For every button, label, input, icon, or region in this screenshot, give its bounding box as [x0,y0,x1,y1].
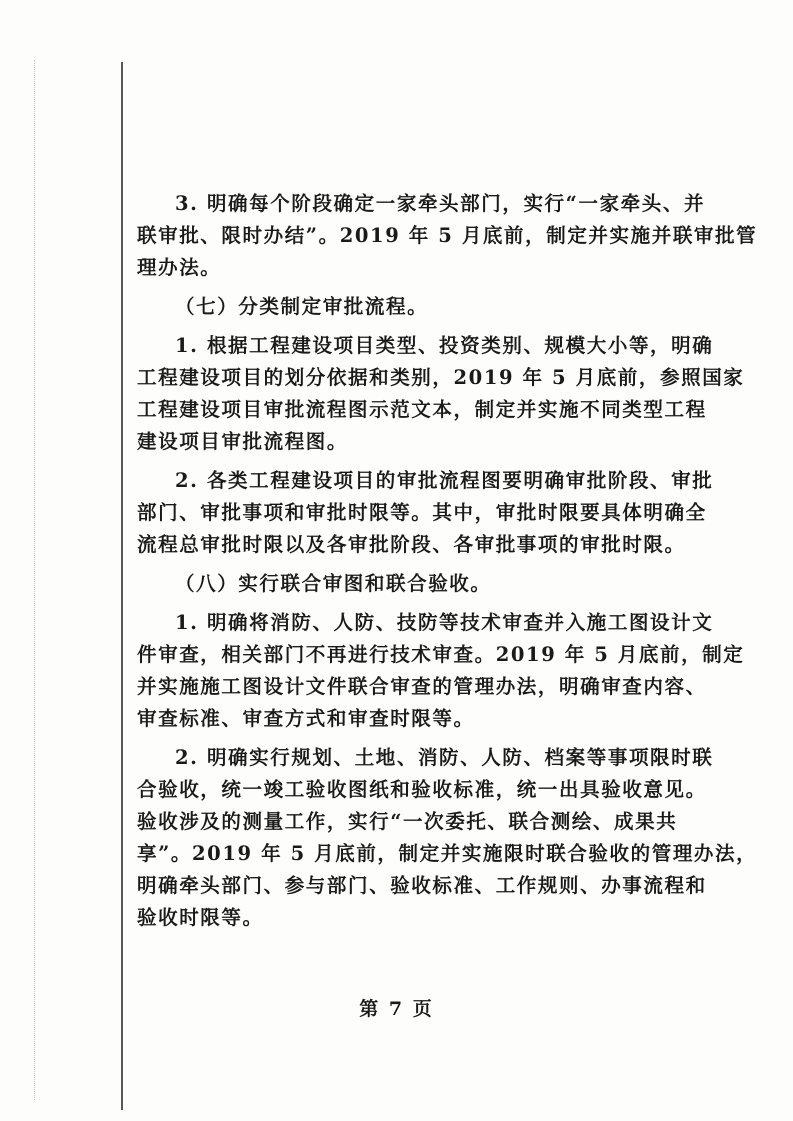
text-line: 3. 明确每个阶段确定一家牵头部门，实行“一家牵头、并 [175,192,706,215]
text-line: 明确牵头部门、参与部门、验收标准、工作规则、办事流程和 [137,874,707,897]
paragraph-2-joint-acceptance [137,742,758,934]
text-line: 2. 各类工程建设项目的审批流程图要明确审批阶段、审批 [175,469,714,492]
section-heading-8 [137,568,665,600]
margin-dotted-line [34,60,36,1100]
section-heading-7 [137,291,665,323]
text-line: 建设项目审批流程图。 [137,430,349,453]
text-line: 理办法。 [137,256,222,279]
text-line: 2. 明确实行规划、土地、消防、人防、档案等事项限时联 [175,746,714,769]
text-line: 1. 根据工程建设项目类型、投资类别、规模大小等，明确 [175,334,714,357]
text-line: 流程总审批时限以及各审批阶段、各审批事项的审批时限。 [137,533,686,556]
text-line: 并实施施工图设计文件联合审查的管理办法，明确审查内容、 [137,675,707,698]
text-line: 部门、审批事项和审批时限等。其中，审批时限要具体明确全 [137,501,707,524]
heading-line: （七）分类制定审批流程。 [175,295,429,318]
text-line: 验收时限等。 [137,906,264,929]
heading-line: （八）实行联合审图和联合验收。 [175,572,492,595]
text-line: 享”。2019 年 5 月底前，制定并实施限时联合验收的管理办法， [137,842,758,865]
binding-margin-line [121,62,123,1110]
text-line: 审查标准、审查方式和审查时限等。 [137,707,475,730]
page-number: 第 7 页 [359,998,434,1020]
text-line: 1. 明确将消防、人防、技防等技术审查并入施工图设计文 [175,611,714,634]
document-body [137,188,758,934]
text-line: 工程建设项目审批流程图示范文本，制定并实施不同类型工程 [137,398,707,421]
text-line: 件审查，相关部门不再进行技术审查。2019 年 5 月底前，制定 [137,643,745,666]
paragraph-2-flowcharts [137,465,714,561]
text-line: 工程建设项目的划分依据和类别，2019 年 5 月底前，参照国家 [137,366,745,389]
text-line: 验收涉及的测量工作，实行“一次委托、联合测绘、成果共 [137,810,678,833]
text-line: 联审批、限时办结”。2019 年 5 月底前，制定并实施并联审批管 [137,224,758,247]
text-line: 合验收，统一竣工验收图纸和验收标准，统一出具验收意见。 [137,778,707,801]
paragraph-1-project-types [137,330,745,458]
paragraph-1-joint-review [137,607,745,735]
paragraph-3-lead-department [137,188,758,284]
